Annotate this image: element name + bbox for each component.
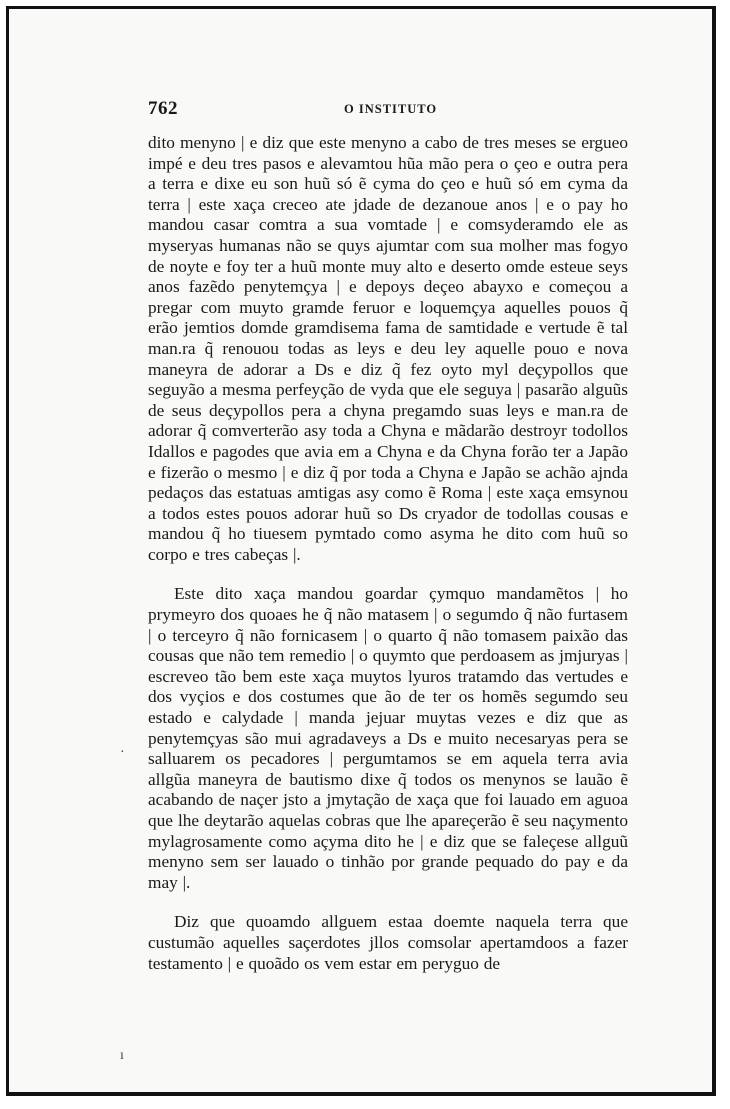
page-number: 762 (148, 98, 178, 119)
running-head: O INSTITUTO (344, 102, 438, 116)
page-header (148, 98, 628, 120)
paragraph-3: Diz que quoamdo allguem estaa doemte naquela terra que custumão aquelles saçerdotes jllos comsolar apertamdoos a fazer testamento | e quoãdo os vem estar em peryguo de (148, 912, 628, 973)
body-text (148, 133, 628, 974)
margin-speck: ı (120, 1048, 124, 1063)
paragraph-2: Este dito xaça mandou goardar çymquo mandamẽtos | ho prymeyro dos quoaes he q̃ não matasem | o segumdo q̃ não furtasem | o terceyro q̃ não fornicasem | o quarto q̃ não tomasem paixão das cousas que não tem remedio | o quymto que perdoasem as jmjuryas | escreveo tão bem este xaça muytos lyuros tratamdo das vertudes e dos vyçios e dos costumes que ão de ter os homẽs segumdo seu estado e calydade | manda jejuar muytas vezes e diz que as penytemçyas são mui agradaveys a Ds e muito necesaryas pera se salluarem os pecadores | pergumtamos se em aquela terra avia allgũa maneyra de bautismo dixe q̃ todos os menynos se lauão ẽ acabando de naçer jsto a jmytação de xaça que foi lauado em aguoa que lhe deytarão aquelas cobras que lhe apareçerão ẽ seu naçymento mylagrosamente como açyma dito he | e diz que se faleçese allguũ menyno sem ser lauado o tinhão por grande pequado do pay e da may |. (148, 584, 628, 892)
margin-speck: · (120, 745, 125, 760)
paragraph-1: dito menyno | e diz que este menyno a cabo de tres meses se ergueo impé e deu tres pasos e alevamtou hũa mão pera o çeo e outra pera a terra e dixe eu son huũ só ẽ cyma do çeo e huũ só em cyma da terra | este xaça creceo ate jdade de dezanoue anos | e o pay ho mandou casar comtra a sua vomtade | e comsyderamdo ele as myseryas humanas não se quys ajumtar com sua molher mas fogyo de noyte e foy ter a huũ monte muy alto e deserto omde esteue seys anos fazẽdo penytemçya | e depoys deçeo abayxo e começou a pregar com muyto gramde feruor e loquemçya aquelles pouos q̃ erão jemtios domde gramdisema fama de samtidade e vertude ẽ tal man.ra q̃ renouou todas as leys e deu ley aquelle pouo e nova maneyra de adorar a Ds e diz q̃ fez oyto myl deçypollos que seguyão a mesma perfeyção de vyda que ele seguya | pasarão alguũs de seus deçypollos pera a chyna pregamdo suas leys e man.ra de adorar q̃ comverterão asy toda a Chyna e mãdarão destroyr todollos Idallos e pagodes que avia em a Chyna e da Chyna forão ter a Japão e fizerão o mesmo | e diz q̃ por toda a Chyna e Japão se achão ajnda pedaços das estatuas amtigas asy como ẽ Roma | este xaça emsynou a todos estes pouos adorar huũ so Ds cryador de todollas cousas e mandou q̃ ho tiuesem pymtado como asyma he dito com huũ so corpo e tres cabeças |. (148, 133, 628, 564)
